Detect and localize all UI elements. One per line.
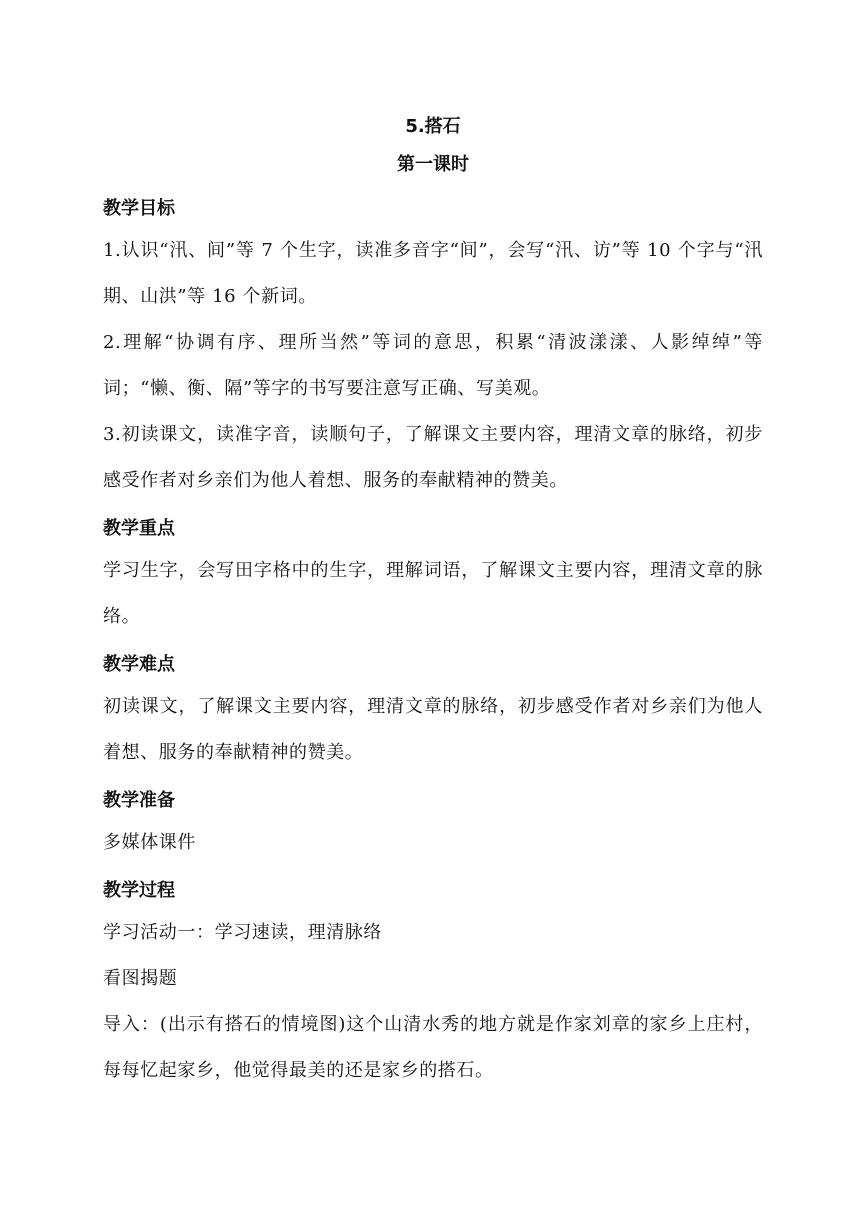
difficulties-heading: 教学难点 [103,654,175,675]
key-points-heading: 教学重点 [103,518,175,539]
objective-item-1: 1.认识“汛、间”等 7 个生字，读准多音字“间”，会写“汛、访”等 10 个字与“汛期、山洪”等 16 个新词。 [103,240,763,307]
objectives-heading: 教学目标 [103,198,175,219]
objective-item-3: 3.初读课文，读准字音，读顺句子，了解课文主要内容，理清文章的脉络，初步感受作者对乡亲们为他人着想、服务的奉献精神的赞美。 [103,424,763,491]
key-points-text: 学习生字，会写田字格中的生字，理解词语，了解课文主要内容，理清文章的脉络。 [103,560,763,627]
process-heading: 教学过程 [103,880,175,901]
process-step: 看图揭题 [103,968,178,989]
objective-item-2: 2.理解“协调有序、理所当然”等词的意思，积累“清波漾漾、人影绰绰”等词；“懒、衡、隔”等字的书写要注意写正确、写美观。 [103,332,763,399]
process-intro: 导入：(出示有搭石的情境图)这个山清水秀的地方就是作家刘章的家乡上庄村，每每忆起家乡，他觉得最美的还是家乡的搭石。 [103,1014,763,1081]
preparation-heading: 教学准备 [103,790,175,811]
document-title: 5.搭石 [405,116,461,137]
document-subtitle: 第一课时 [397,154,469,175]
process-activity: 学习活动一：学习速读，理清脉络 [103,922,382,943]
document-page [103,108,763,1094]
preparation-text: 多媒体课件 [103,832,196,853]
difficulties-text: 初读课文，了解课文主要内容，理清文章的脉络，初步感受作者对乡亲们为他人着想、服务的奉献精神的赞美。 [103,696,763,763]
